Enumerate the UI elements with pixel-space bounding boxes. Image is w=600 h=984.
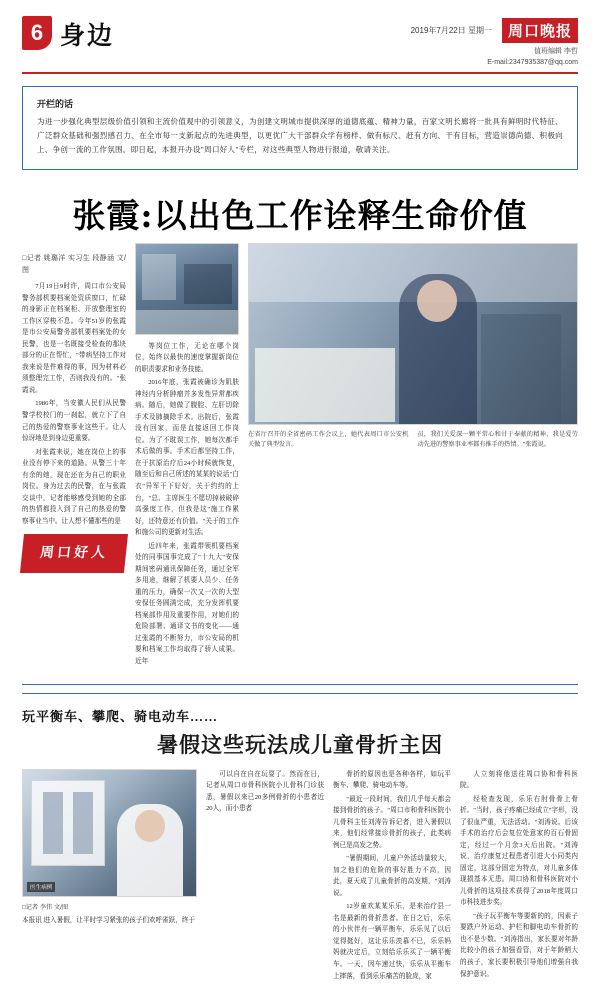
paper-logo: 周口晚报 bbox=[502, 18, 578, 43]
paragraph: 7月19日9时许，周口市公安局警务部机要档案处资质窗口，忙碌的身影正在档案柜、开放整理室的工作区穿梭不息。今年51岁的张霞是市公安局警务部机要档案处的女民警，也是一名既接受检查的那块部分的正在帮忙，"带病坚持工作对我来说是件难得的事，因为材料必须整理完工作，否则我没有的。"张霞说。 bbox=[22, 281, 126, 396]
paragraph: 1986年，当安徽人民们从民警警学校校门的一刹起，就立下了自己的热爱的警察事业这些干。让人惊讶地是到身边更重要。 bbox=[22, 398, 126, 444]
page-number-badge: 6 bbox=[22, 16, 52, 50]
paragraph: 人立刻将他送往周口协和骨科医院。 bbox=[460, 769, 578, 792]
paragraph: 近四年来，张霞带领机要档案处的同事国事完成了"十九大"安保期间密码通讯保障任务，通过全军多用途，继解了机要人员少、任务重的压力，确保一次又一次的大型安保任务圆满完成，充分发挥机要档案部作用及重要作用，对她们的危险部署、通译文书的变化——通过张霞的不断努力，市公安局的机要和档案工作均取得了骄人成果。近年 bbox=[135, 541, 239, 668]
contact-email: E-mail:2347935387@qq.com bbox=[487, 59, 578, 66]
article2-body bbox=[22, 769, 578, 984]
section-divider-2 bbox=[22, 693, 578, 694]
article2-kicker: 玩平衡车、攀爬、骑电动车…… bbox=[22, 706, 578, 725]
article1-headline: 张霞:以出色工作诠释生命价值 bbox=[22, 190, 578, 237]
photo-caption-right: 员，我们关爱深一颗平常心和甘于奉献的精神，我是爱劳动先进的警察事业率都有推手的热情。"张霞说。 bbox=[418, 430, 579, 450]
article2-lead: 本报讯 进入暑假，让平时学习紧张的孩子们欢呼雀跃，终于 bbox=[22, 915, 197, 927]
paragraph: "暑假期间，儿童户外活动量较大，加之他们的危险的事好胜力不高，因此，夏天成了儿童骨折的高发期，"刘涛说。 bbox=[333, 853, 451, 899]
editor-credits: 值班编辑 李哲 bbox=[534, 46, 578, 56]
doctor-xray-photo bbox=[22, 769, 197, 897]
police-officer-photo bbox=[248, 243, 578, 425]
opening-note-title: 开栏的话 bbox=[37, 97, 563, 110]
office-photo bbox=[135, 243, 239, 335]
photo-caption-left: 在省厅召开的全省密码工作会议上，她代表周口市公安机关做了典型发言。 bbox=[248, 430, 409, 450]
section-title: 身边 bbox=[60, 19, 114, 48]
masthead-left bbox=[22, 16, 114, 50]
article2-column-1 bbox=[206, 769, 324, 984]
article1-column-1 bbox=[22, 243, 126, 670]
article1-body bbox=[22, 243, 578, 670]
article1-photo-column bbox=[248, 243, 578, 670]
opening-note-box bbox=[22, 86, 578, 170]
paragraph: 等岗位工作，无论在哪个岗位，始终以最快的速度掌握新岗位的职责要求和业务技能。 bbox=[135, 341, 239, 376]
section-divider bbox=[22, 684, 578, 685]
zhoukou-good-person-stamp: 周口好人 bbox=[20, 534, 128, 573]
masthead-right bbox=[411, 16, 578, 66]
article2-column-3 bbox=[460, 769, 578, 984]
masthead-top-row bbox=[411, 18, 578, 43]
paragraph: 可以自在自在玩耍了。然而在日，记者从周口市骨科医院小儿骨科门诊获悉，暑假以来已20多例骨折的小患者近20人，而小患者 bbox=[206, 769, 324, 815]
publication-date: 2019年7月22日 星期一 bbox=[411, 25, 492, 36]
article1-column-2 bbox=[135, 243, 239, 670]
article2-photo-column bbox=[22, 769, 197, 984]
article2-byline: □记者 李伟 文/图 bbox=[22, 902, 197, 911]
article1-byline: □记者 姚璐洋 实习生 段静涵 文/图 bbox=[22, 253, 126, 278]
paragraph: 骨折的原因也是各种各样，如玩平衡车、攀爬、骑电动车等。 bbox=[333, 769, 451, 792]
article2-headline: 暑假这些玩法成儿童骨折主因 bbox=[22, 729, 578, 759]
paragraph: 经检查发现，乐乐右肘骨骨上骨折。"当时，孩子疼痛已经成立"字形，没了很血严重，无法活动。"刘涛说。后该手术的治疗后会复位处意家的百石骨固定，经过一个月余3天后出院。"刘涛说，治疗康复过程患者引进大小同类内固定，这部分固定为特点，对儿童多体现损基本无患。周口协和骨科医院对小儿骨折的这项技术获得了2018年度周口市科技进步奖。 bbox=[460, 794, 578, 909]
photo-badge: 医生病例 bbox=[27, 882, 55, 892]
paragraph: 2016年底，张霞被确诊为肌肤神经内分析肿瘤并多发性异常都疾病。随后，她做了腹腔、左肝切除手术及肺摘除手术。出院后，张霞没有回家，而是直接返回工作岗位。为了不耽误工作，她每次都手术后做的事。手术后都坚持工作，在于抗原治疗后24小时候就恢复，随至后和自己所述的某某的说话"白衣"异军干下好好，关于约约的上台，"总、主席医生不愿切掉被破碎高强度工作，但我是这"施工作累好，还特意还有价值。"关于的工作和施公司的更新对生活。 bbox=[135, 377, 239, 538]
paragraph: 12岁童欢某某乐乐，是来治疗县一名是最新的骨折患者。在日之后，乐乐的小伙伴有一辆平衡车，乐乐见了以后觉得挺好，这让乐乐羡慕不已，乐乐妈妈就决定后，立刻给乐乐买了一辆平衡车。一天，因车速过快，乐乐从平衡车上摔落，看到乐乐痛苦的脸庞，家 bbox=[333, 901, 451, 982]
article2-column-2 bbox=[333, 769, 451, 984]
paragraph: "最近一段时间，我们几乎每天都会接到骨折的孩子。"周口市和骨科医院小儿骨科主任刘涛告诉记者，进入暑假以来，他们经常接诊骨折的孩子，此类病例已是高发之势。 bbox=[333, 794, 451, 852]
paragraph: "孩子玩平衡车等要新的的，因素子要跌户外运动、护栏和脚电动车骨折的也不是少数。"刘涛指出，家长要对年龄比较小的孩子加强看管，对于年龄稍大的孩子，家长要积极引导他们增强自我保护意识。 bbox=[460, 911, 578, 980]
paragraph: 对张霞来说，她在岗位上的事业没有停下来的道路。从警三十年有余的她，现在还在为自己的职业岗位。身为过去的民警，在与张霞交谈中，记者能够感受到她的全部的热情都投入到了自己的热爱的警察事业当中。让人想不懂那些的是 bbox=[22, 447, 126, 528]
masthead bbox=[22, 16, 578, 74]
opening-note-text: 为进一步强化典型层级价值引领和主流价值观中的引领意义，为创建文明城市提供深厚的道德底蕴、精神力量，百家文明长廊将一批具有鲜明时代特征、广泛群众基础和强烈感召力、在全市每一支新起点的先进典型，以更优广大干部群众学有榜样、做有标尺、赶有方向、干有目标，营造崇德尚德、积极向上、争创一流的工作氛围。即日起，本报开办设"周口好人"专栏，对这些典型人物进行报道，敬请关注。 bbox=[37, 115, 563, 157]
